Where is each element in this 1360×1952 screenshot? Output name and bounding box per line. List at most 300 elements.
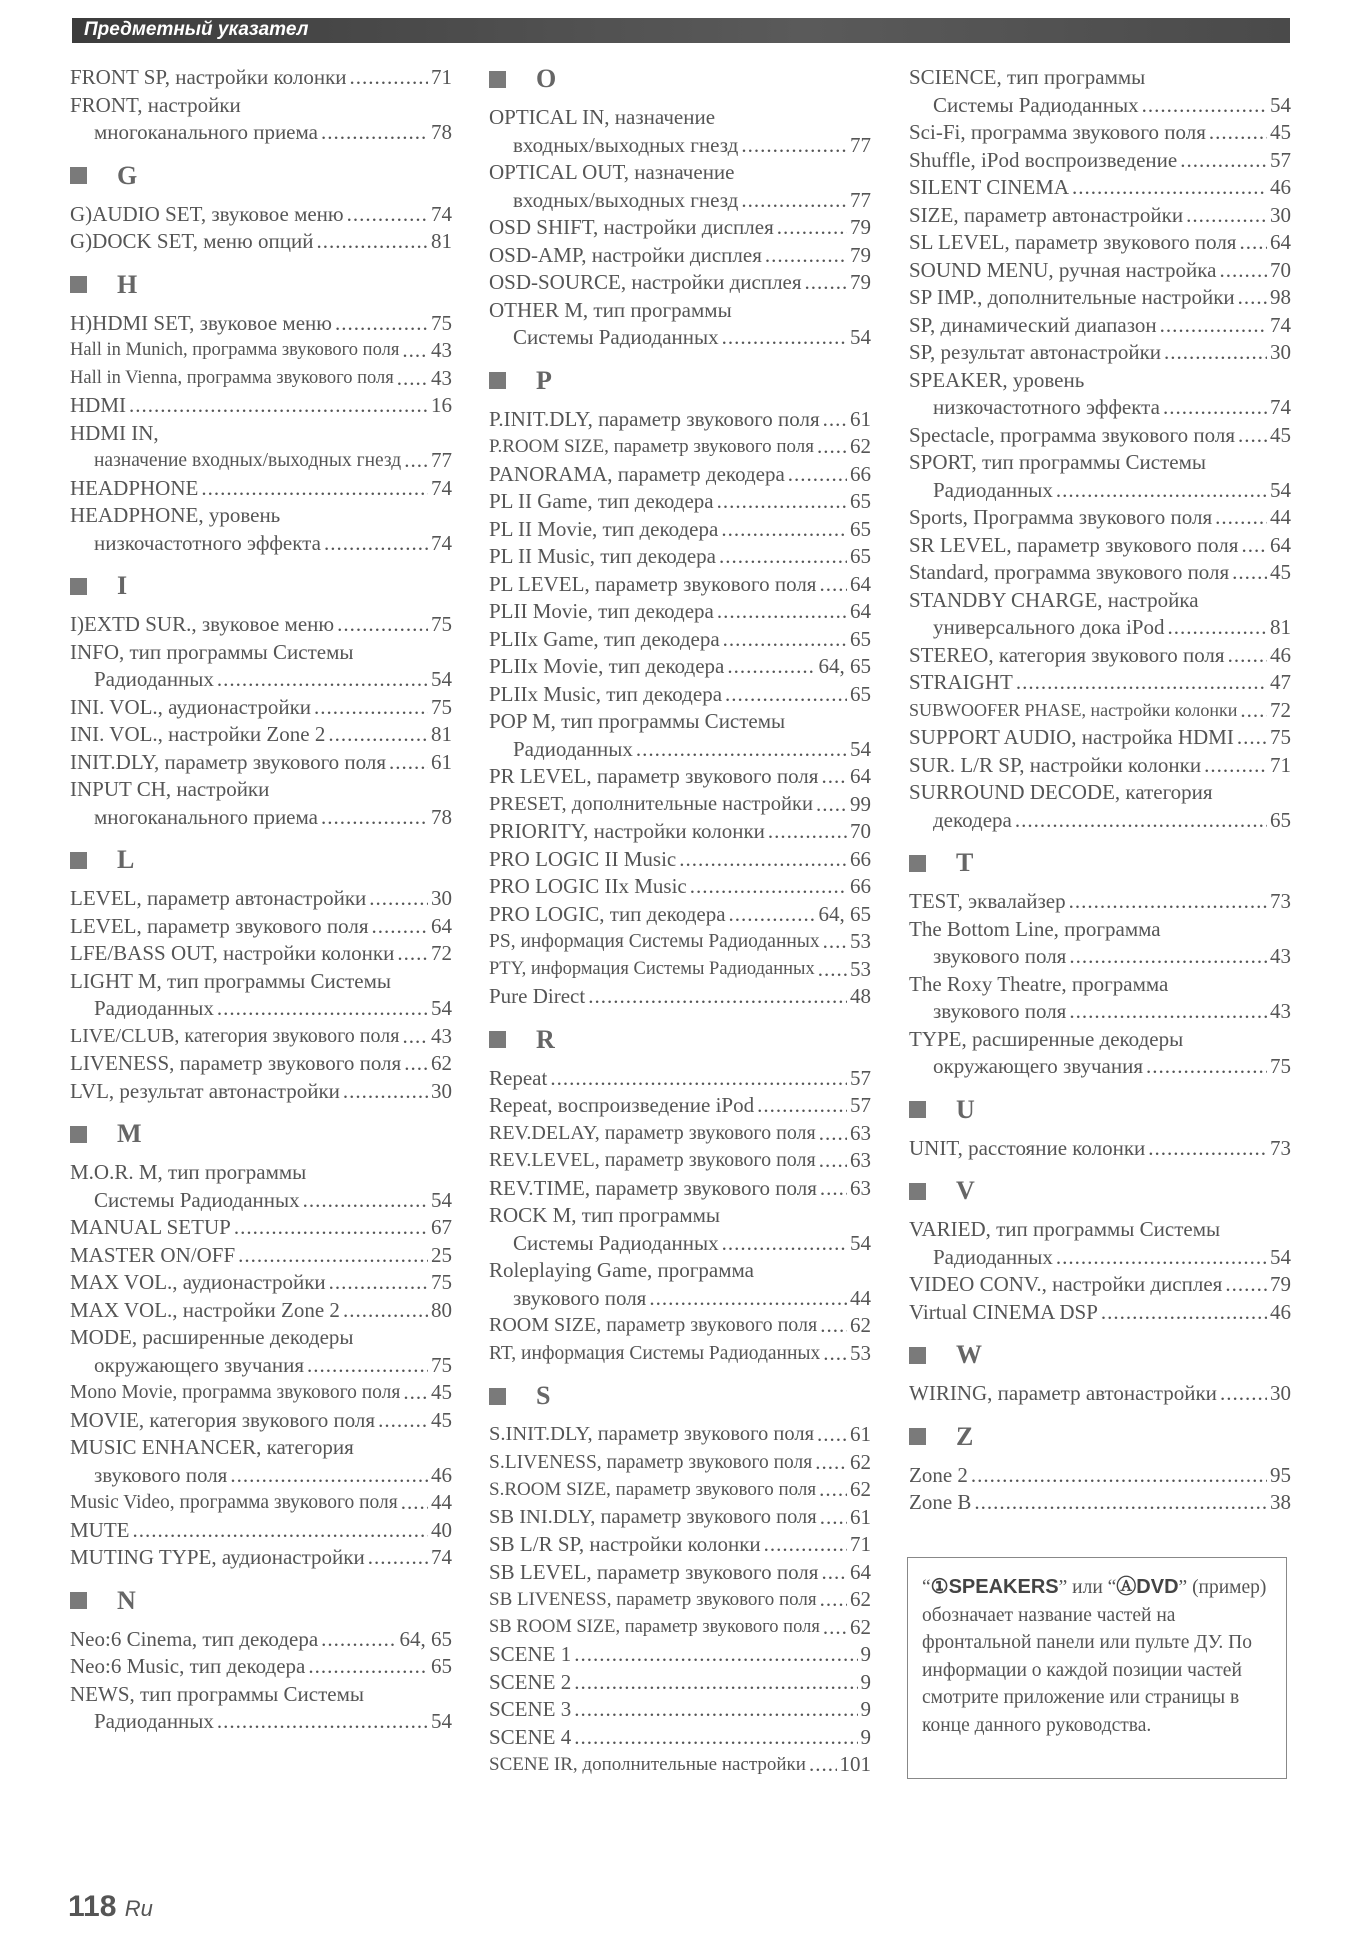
entry-page: 73 [1270, 889, 1291, 913]
index-section-header [70, 845, 452, 875]
index-entry [70, 1379, 452, 1407]
dot-leader [1232, 559, 1267, 587]
section-letter: P [536, 365, 552, 395]
entry-page: 54 [850, 736, 871, 761]
entry-label: SB INI.DLY, параметр звукового поля [489, 1505, 817, 1528]
index-entry [70, 1352, 452, 1380]
entry-label: Sci-Fi, программа звукового поля [909, 120, 1206, 144]
entry-page: 71 [1270, 752, 1291, 777]
entry-label: Mono Movie, программа звукового поля [70, 1382, 401, 1403]
entry-label: LIGHT M, тип программы Системы [70, 968, 391, 993]
index-entry [489, 1257, 871, 1285]
entry-page: 30 [431, 886, 452, 910]
entry-label: MAX VOL., настройки Zone 2 [70, 1297, 340, 1322]
dot-leader [321, 119, 428, 147]
entry-label: INPUT CH, настройки [70, 777, 270, 801]
entry-label: LEVEL, параметр автонастройки [70, 886, 367, 910]
dot-leader [817, 1421, 847, 1449]
dot-leader [741, 187, 847, 215]
entry-page: 74 [1270, 395, 1291, 419]
entry-label: HDMI IN, [70, 420, 159, 445]
entry-page: 43 [431, 365, 452, 390]
section-letter: U [956, 1094, 975, 1124]
entry-page: 95 [1270, 1462, 1291, 1487]
index-entry [70, 940, 452, 968]
entry-page: 54 [1270, 92, 1291, 117]
index-entry [70, 913, 452, 941]
entry-page: 44 [1270, 505, 1291, 529]
entry-label: PRO LOGIC II Music [489, 846, 677, 871]
section-letter: I [117, 571, 128, 600]
entry-page: 53 [850, 956, 871, 981]
index-entry [909, 807, 1291, 835]
dot-leader [129, 392, 428, 420]
quote: “ [922, 1577, 931, 1598]
index-entry [909, 779, 1291, 807]
entry-page: 62 [431, 1051, 452, 1075]
entry-label: Repeat, воспроизведение iPod [489, 1093, 755, 1117]
dot-leader [404, 447, 428, 475]
entry-page: 44 [850, 1285, 871, 1310]
entry-page: 79 [1270, 1272, 1291, 1296]
entry-page: 64, 65 [818, 654, 871, 678]
index-entry [909, 642, 1291, 670]
dot-leader [815, 1449, 847, 1477]
index-entry [909, 339, 1291, 367]
dot-leader [729, 901, 816, 929]
entry-label: STANDBY CHARGE, настройка [909, 587, 1199, 612]
entry-page: 81 [431, 229, 452, 253]
index-section-header [70, 571, 452, 601]
entry-page: 9 [860, 1697, 871, 1721]
index-entry [489, 846, 871, 874]
index-entry [489, 543, 871, 571]
entry-page: 75 [431, 1352, 452, 1377]
dot-leader [234, 1214, 428, 1242]
entry-label: SB LIVENESS, параметр звукового поля [489, 1589, 817, 1610]
index-entry [489, 983, 871, 1011]
entry-label: назначение входных/выходных гнезд [94, 450, 402, 471]
dot-leader [337, 611, 428, 639]
index-entry [489, 324, 871, 352]
index-entry [909, 971, 1291, 999]
entry-page: 78 [431, 120, 452, 144]
entry-label: REV.LEVEL, параметр звукового поля [489, 1149, 816, 1171]
entry-label: входных/выходных гнезд [513, 187, 739, 212]
dot-leader [820, 1312, 847, 1340]
entry-label: PR LEVEL, параметр звукового поля [489, 764, 819, 788]
dot-leader [217, 995, 428, 1023]
index-entry [70, 1050, 452, 1078]
entry-label: Hall in Munich, программа звукового поля [70, 340, 400, 360]
dot-leader [321, 804, 428, 832]
index-entry [70, 721, 452, 749]
dot-leader [350, 64, 428, 92]
dot-leader [741, 132, 847, 160]
section-square-icon [489, 372, 506, 389]
entry-label: SB LEVEL, параметр звукового поля [489, 1559, 819, 1584]
index-entry [489, 928, 871, 956]
index-entry [489, 1586, 871, 1614]
section-letter: G [117, 160, 138, 190]
dot-leader [378, 1407, 428, 1435]
dot-leader [307, 1352, 428, 1380]
index-entry [909, 1244, 1291, 1272]
index-section-header [70, 161, 452, 191]
entry-label: ROCK M, тип программы [489, 1203, 721, 1227]
entry-label: INI. VOL., настройки Zone 2 [70, 722, 326, 746]
entry-label: SCENE 1 [489, 1642, 572, 1666]
entry-label: Радиоданных [94, 996, 214, 1020]
section-letter: V [956, 1176, 975, 1205]
entry-page: 78 [431, 804, 452, 829]
index-entry [489, 516, 871, 544]
section-letter: L [117, 845, 135, 874]
index-entry [489, 901, 871, 929]
index-section-header [909, 1095, 1291, 1125]
entry-label: MOVIE, категория звукового поля [70, 1407, 376, 1432]
entry-label: S.LIVENESS, параметр звукового поля [489, 1451, 813, 1473]
index-entry [489, 1312, 871, 1340]
entry-page: 54 [431, 667, 452, 691]
index-entry [909, 998, 1291, 1026]
section-letter: Z [956, 1421, 974, 1451]
dot-leader [971, 1462, 1267, 1490]
entry-label: PL II Game, тип декодера [489, 489, 714, 513]
entry-page: 47 [1270, 670, 1291, 694]
dot-leader [817, 433, 847, 461]
dot-leader [389, 749, 428, 777]
entry-label: REV.TIME, параметр звукового поля [489, 1175, 817, 1200]
page-header-title: Предметный указател [84, 19, 309, 40]
index-entry [70, 1214, 452, 1242]
entry-label: Радиоданных [94, 667, 214, 691]
dot-leader [347, 201, 428, 229]
entry-label: FRONT SP, настройки колонки [70, 65, 347, 89]
index-section-header [489, 366, 871, 396]
index-entry [909, 174, 1291, 202]
entry-label: I)EXTD SUR., звуковое меню [70, 612, 335, 636]
entry-page: 98 [1270, 285, 1291, 309]
dot-leader [1015, 807, 1267, 835]
index-entry [70, 1269, 452, 1297]
section-letter: S [536, 1381, 551, 1410]
entry-label: STRAIGHT [909, 670, 1013, 694]
index-entry [70, 776, 452, 804]
section-square-icon [70, 852, 87, 869]
index-entry [909, 532, 1291, 560]
index-section-header [489, 1381, 871, 1411]
entry-page: 64 [1270, 532, 1291, 557]
entry-page: 63 [850, 1148, 871, 1172]
entry-label: SR LEVEL, параметр звукового поля [909, 532, 1239, 557]
index-entry [489, 1696, 871, 1724]
entry-label: VIDEO CONV., настройки дисплея [909, 1272, 1223, 1296]
entry-page: 75 [431, 1270, 452, 1294]
dot-leader [329, 1269, 428, 1297]
dot-leader [343, 1297, 428, 1325]
index-entry [70, 1517, 452, 1545]
section-square-icon [909, 1428, 926, 1445]
entry-label: FRONT, настройки [70, 92, 241, 117]
index-entry [489, 461, 871, 489]
index-column-2 [489, 64, 871, 1779]
index-entry [909, 64, 1291, 92]
dot-leader [1069, 998, 1267, 1026]
dot-leader [805, 269, 847, 297]
entry-page: 9 [860, 1724, 871, 1749]
index-entry [489, 763, 871, 791]
entry-page: 74 [431, 1545, 452, 1569]
index-entry [489, 653, 871, 681]
entry-page: 45 [431, 1380, 452, 1404]
dot-leader [238, 1242, 428, 1270]
index-entry [909, 257, 1291, 285]
dot-leader [1069, 888, 1267, 916]
index-entry [70, 1242, 452, 1270]
dot-leader [372, 913, 429, 941]
index-entry [70, 639, 452, 667]
note-box [907, 1557, 1287, 1779]
entry-label: Shuffle, iPod воспроизведение [909, 147, 1178, 172]
entry-label: HEADPHONE, уровень [70, 503, 281, 527]
entry-label: PRO LOGIC, тип декодера [489, 901, 726, 926]
entry-page: 30 [1270, 202, 1291, 227]
index-entry [489, 1120, 871, 1148]
entry-label: SCENE IR, дополнительные настройки [489, 1754, 806, 1775]
dot-leader [823, 928, 847, 956]
dot-leader [1240, 697, 1267, 725]
entry-label: Neo:6 Cinema, тип декодера [70, 1626, 319, 1651]
entry-label: SL LEVEL, параметр звукового поля [909, 230, 1237, 254]
index-entry [70, 420, 452, 448]
dot-leader [550, 1065, 847, 1093]
entry-label: TYPE, расширенные декодеры [909, 1026, 1184, 1051]
entry-label: P.ROOM SIZE, параметр звукового поля [489, 436, 814, 457]
entry-label: Spectacle, программа звукового поля [909, 422, 1235, 447]
index-entry [70, 666, 452, 694]
dot-leader [719, 543, 847, 571]
entry-page: 64 [850, 571, 871, 596]
entry-label: RT, информация Системы Радиоданных [489, 1342, 821, 1364]
index-entry [489, 626, 871, 654]
entry-label: OSD-SOURCE, настройки дисплея [489, 270, 802, 294]
section-square-icon [489, 1031, 506, 1048]
entry-label: Sports, Программа звукового поля [909, 505, 1213, 529]
dot-leader [636, 736, 847, 764]
index-entry [909, 394, 1291, 422]
entry-label: SCENE 2 [489, 1669, 572, 1694]
entry-label: SP, результат автонастройки [909, 340, 1162, 364]
index-entry [70, 119, 452, 147]
entry-page: 79 [850, 215, 871, 239]
entry-label: Roleplaying Game, программа [489, 1258, 754, 1282]
entry-label: Music Video, программа звукового поля [70, 1492, 398, 1513]
entry-label: окружающего звучания [94, 1352, 305, 1377]
index-entry [909, 229, 1291, 257]
entry-label: TEST, эквалайзер [909, 889, 1066, 913]
dot-leader [823, 1614, 847, 1642]
dot-leader [403, 1379, 428, 1407]
entry-page: 73 [1270, 1135, 1291, 1160]
entry-page: 99 [850, 791, 871, 816]
entry-label: PLIIx Game, тип декодера [489, 626, 720, 651]
entry-page: 64 [850, 1559, 871, 1584]
index-entry [70, 1626, 452, 1654]
index-entry [489, 1641, 871, 1669]
dot-leader [1237, 724, 1267, 752]
index-entry [489, 214, 871, 242]
entry-label: INI. VOL., аудионастройки [70, 694, 312, 719]
dot-leader [690, 873, 847, 901]
entry-label: многоканального приема [94, 804, 318, 829]
entry-label: S.ROOM SIZE, параметр звукового поля [489, 1479, 817, 1500]
entry-label: Repeat [489, 1065, 548, 1090]
dot-leader [727, 653, 815, 681]
index-entry [70, 1324, 452, 1352]
entry-label: VARIED, тип программы Системы [909, 1217, 1221, 1241]
dot-leader [324, 530, 428, 558]
entry-label: Neo:6 Music, тип декодера [70, 1654, 306, 1678]
entry-label: универсального дока iPod [933, 615, 1165, 639]
dot-leader [809, 1751, 837, 1779]
index-section-header [70, 270, 452, 300]
dot-leader [1241, 532, 1267, 560]
entry-page: 53 [850, 929, 871, 953]
dot-leader [308, 1653, 428, 1681]
entry-label: ROOM SIZE, параметр звукового поля [489, 1314, 818, 1336]
entry-page: 54 [431, 996, 452, 1020]
dot-leader [765, 242, 847, 270]
dot-leader [757, 1092, 847, 1120]
dot-leader [201, 475, 428, 503]
dot-leader [1056, 1244, 1267, 1272]
dot-leader [1228, 642, 1267, 670]
index-entry [489, 1147, 871, 1175]
section-letter: R [536, 1024, 555, 1054]
dot-leader [1239, 229, 1267, 257]
entry-page: 43 [1270, 944, 1291, 968]
index-entry [489, 1476, 871, 1504]
quote: ” [1058, 1577, 1068, 1598]
entry-label: SCENE 3 [489, 1697, 572, 1721]
dot-leader [1167, 614, 1267, 642]
entry-page: 64 [850, 764, 871, 788]
section-square-icon [909, 1347, 926, 1364]
entry-page: 46 [1270, 175, 1291, 199]
index-entry [70, 804, 452, 832]
dot-leader [1069, 943, 1267, 971]
index-entry [70, 694, 452, 722]
entry-label: SPEAKER, уровень [909, 367, 1085, 392]
index-entry [909, 587, 1291, 615]
entry-page: 30 [1270, 340, 1291, 364]
dot-leader [722, 1230, 847, 1258]
index-entry [909, 888, 1291, 916]
dot-leader [820, 1586, 847, 1614]
entry-page: 40 [431, 1517, 452, 1542]
entry-label: Hall in Vienna, программа звукового поля [70, 367, 394, 388]
entry-page: 75 [431, 612, 452, 636]
entry-page: 77 [850, 187, 871, 212]
index-entry [70, 201, 452, 229]
example-dvd: ⒶDVD [1116, 1576, 1179, 1598]
entry-label: звукового поля [933, 999, 1067, 1023]
entry-page: 62 [850, 1587, 871, 1611]
index-entry [909, 147, 1291, 175]
entry-page: 75 [1270, 1054, 1291, 1078]
index-entry [489, 1092, 871, 1120]
entry-label: многоканального приема [94, 120, 318, 144]
dot-leader [1016, 669, 1267, 697]
index-entry [489, 1614, 871, 1642]
dot-leader [717, 488, 847, 516]
index-entry [489, 956, 871, 984]
entry-page: 63 [850, 1175, 871, 1200]
index-entry [489, 1559, 871, 1587]
index-entry [489, 818, 871, 846]
entry-label: LIVENESS, параметр звукового поля [70, 1051, 402, 1075]
index-entry [70, 1297, 452, 1325]
entry-page: 46 [1270, 642, 1291, 667]
entry-page: 75 [431, 310, 452, 335]
index-entry [489, 433, 871, 461]
dot-leader [764, 1531, 847, 1559]
entry-label: Системы Радиоданных [94, 1187, 300, 1212]
entry-page: 64, 65 [818, 901, 871, 926]
entry-label: PL LEVEL, параметр звукового поля [489, 571, 817, 596]
entry-label: звукового поля [933, 944, 1067, 968]
entry-label: The Bottom Line, программа [909, 916, 1161, 941]
entry-page: 25 [431, 1242, 452, 1267]
index-entry [70, 749, 452, 777]
section-square-icon [909, 1101, 926, 1118]
index-entry [70, 995, 452, 1023]
entry-page: 61 [850, 406, 871, 431]
quote: ” [1178, 1577, 1188, 1598]
entry-label: SP IMP., дополнительные настройки [909, 285, 1235, 309]
entry-label: WIRING, параметр автонастройки [909, 1381, 1217, 1405]
index-entry [489, 269, 871, 297]
dot-leader [1204, 752, 1267, 780]
dot-leader [1215, 504, 1267, 532]
index-entry [70, 1653, 452, 1681]
entry-label: окружающего звучания [933, 1054, 1144, 1078]
entry-label: SCENE 4 [489, 1724, 572, 1749]
entry-page: 70 [1270, 257, 1291, 282]
entry-label: PL II Music, тип декодера [489, 544, 716, 568]
page-number [68, 1890, 153, 1924]
dot-leader [1146, 1053, 1267, 1081]
dot-leader [588, 983, 847, 1011]
entry-label: SIZE, параметр автонастройки [909, 202, 1184, 227]
entry-page: 64 [431, 913, 452, 938]
entry-label: Радиоданных [933, 1244, 1053, 1269]
section-square-icon [489, 71, 506, 88]
dot-leader [368, 1544, 428, 1572]
dot-leader [217, 666, 428, 694]
entry-page: 65 [850, 489, 871, 513]
index-entry [70, 310, 452, 338]
entry-label: LIVE/CLUB, категория звукового поля [70, 1024, 400, 1047]
section-header-bar [72, 18, 1290, 43]
entry-page: 61 [850, 1504, 871, 1529]
index-column-3 [909, 64, 1291, 1517]
index-entry [909, 1135, 1291, 1163]
entry-label: INFO, тип программы Системы [70, 639, 354, 664]
entry-label: MANUAL SETUP [70, 1215, 231, 1239]
entry-page: 57 [850, 1065, 871, 1090]
